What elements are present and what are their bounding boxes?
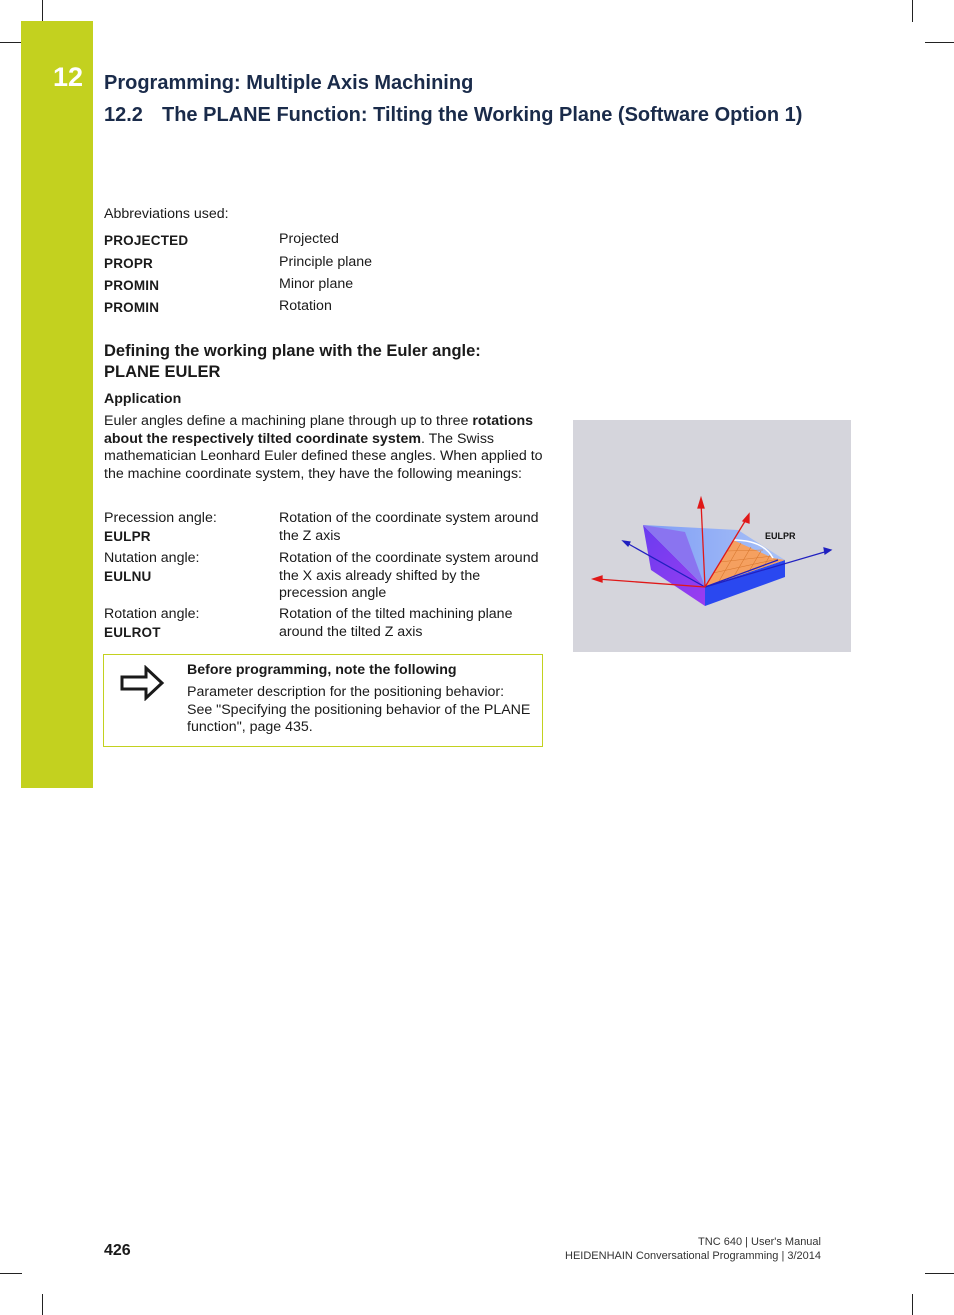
chapter-number: 12 (53, 62, 84, 92)
definition-term (104, 510, 274, 545)
abbreviation-row (104, 298, 544, 318)
abbreviation-key: PROJECTED (104, 233, 189, 248)
abbreviation-row (104, 231, 544, 251)
footer-line1: TNC 640 | User's Manual (698, 1236, 821, 1248)
abbreviation-key: PROMIN (104, 300, 160, 315)
definition-term (104, 606, 274, 641)
abbreviation-key: PROPR (104, 256, 154, 271)
abbreviations-intro: Abbreviations used: (104, 206, 229, 222)
application-paragraph (104, 413, 544, 483)
crop-mark (912, 1294, 913, 1315)
section-subheading-line1: Defining the working plane with the Euler angle: (104, 342, 481, 360)
arrow-right-icon (120, 665, 166, 701)
application-heading: Application (104, 391, 182, 407)
definition-description: Rotation of the coordinate system around the Z axis (279, 510, 539, 544)
note-title: Before programming, note the following (187, 662, 457, 678)
page-footer (565, 1235, 821, 1263)
page-number: 426 (104, 1242, 131, 1259)
section-number: 12.2 (104, 104, 143, 126)
paragraph-bold-text: rotations about the respectively tilted coordinate system (104, 413, 534, 447)
crop-mark (912, 0, 913, 22)
chapter-title: Programming: Multiple Axis Machining (104, 72, 474, 94)
definition-code: EULNU (104, 568, 152, 584)
section-subheading (104, 341, 481, 383)
abbreviation-key: PROMIN (104, 278, 160, 293)
crop-mark (0, 42, 22, 43)
definition-label: Rotation angle: (104, 606, 200, 622)
abbreviation-row (104, 276, 544, 296)
footer-line2: HEIDENHAIN Conversational Programming | 3/2014 (565, 1250, 821, 1262)
paragraph-text: Euler angles define a machining plane through up to three (104, 413, 473, 429)
abbreviation-value: Rotation (279, 298, 332, 314)
abbreviation-value: Minor plane (279, 276, 354, 292)
definition-label: Precession angle: (104, 510, 217, 526)
note-box (103, 654, 543, 747)
section-subheading-line2: PLANE EULER (104, 363, 221, 381)
eulpr-label: EULPR (765, 531, 796, 541)
abbreviation-value: Projected (279, 231, 339, 247)
section-title: The PLANE Function: Tilting the Working Plane (Software Option 1) (162, 104, 803, 126)
definition-description: Rotation of the tilted machining plane around the tilted Z axis (279, 606, 513, 640)
crop-mark (0, 1273, 22, 1274)
crop-mark (925, 1273, 954, 1274)
chapter-tab (21, 21, 93, 788)
paragraph-text: . The Swiss mathematician Leonhard Euler defined these angles. When applied to the machine coordinate system, they have the following meanings: (104, 430, 543, 482)
definition-code: EULROT (104, 624, 161, 640)
crop-mark (42, 0, 43, 22)
definition-description: Rotation of the coordinate system around the X axis already shifted by the precession angle (279, 550, 539, 602)
section-heading (104, 104, 802, 127)
definition-term (104, 550, 274, 585)
crop-mark (925, 42, 954, 43)
definition-label: Nutation angle: (104, 550, 200, 566)
euler-angle-figure (573, 420, 851, 652)
abbreviation-value: Principle plane (279, 254, 373, 270)
crop-mark (42, 1294, 43, 1315)
note-text: Parameter description for the positioning behavior: See "Specifying the positioning behavior of the PLANE function", page 435. (187, 684, 531, 736)
definition-code: EULPR (104, 528, 151, 544)
euler-illustration (573, 420, 851, 652)
abbreviation-row (104, 254, 544, 274)
